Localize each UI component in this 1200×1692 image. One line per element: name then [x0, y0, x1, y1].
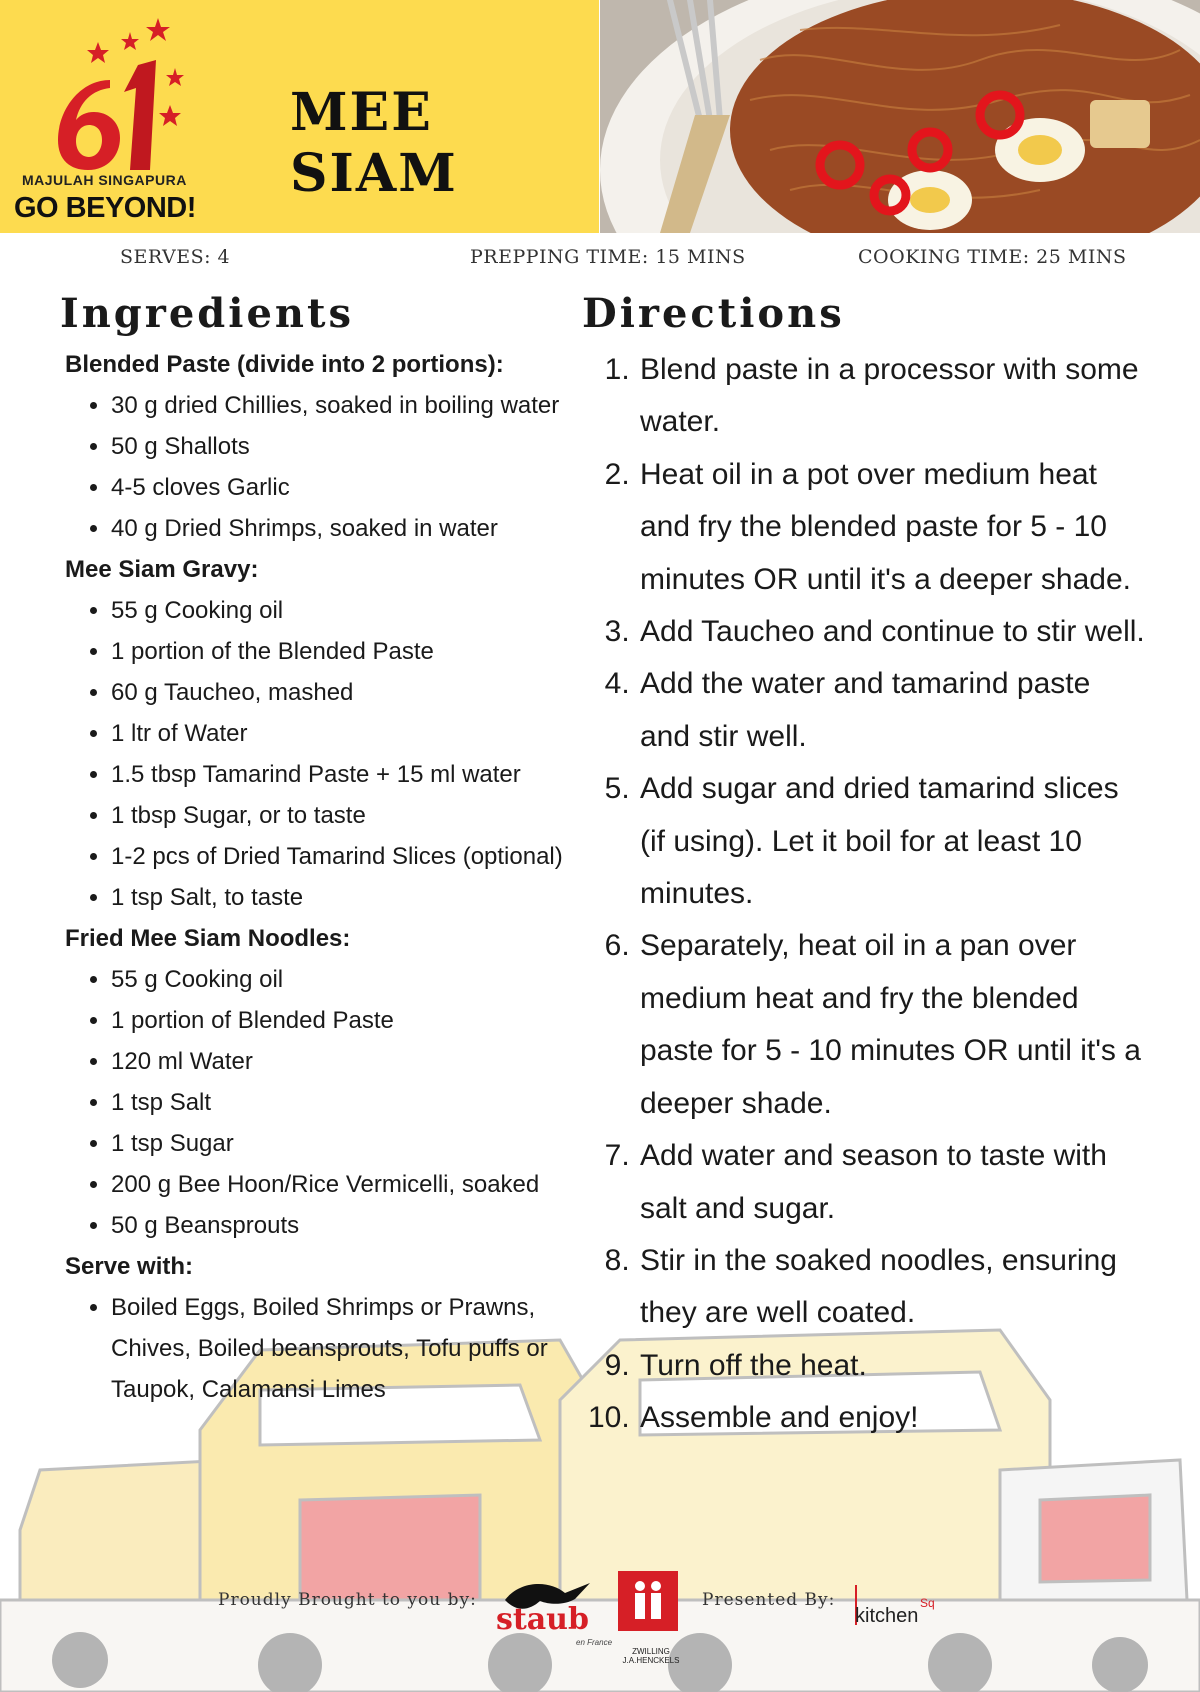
list-item: • 30 g dried Chillies, soaked in boiling water	[111, 385, 585, 426]
list-item: • 50 g Beansprouts	[111, 1205, 585, 1246]
zwilling-name: ZWILLING J.A.HENCKELS	[622, 1647, 680, 1665]
list-item: • 55 g Cooking oil	[111, 590, 585, 631]
brought-by-label: Proudly Brought to you by:	[218, 1590, 477, 1610]
direction-step: 5. Add sugar and dried tamarind slices (if using). Let it boil for at least 10 minutes.	[638, 763, 1148, 920]
direction-step: 3. Add Taucheo and continue to stir well.	[638, 606, 1148, 658]
kitchen-sq-superscript: Sq	[920, 1596, 935, 1610]
direction-step: 2. Heat oil in a pot over medium heat and fry the blended paste for 5 - 10 minutes OR until it's a deeper shade.	[638, 449, 1148, 606]
staub-subtitle: en France	[576, 1638, 613, 1647]
list-item: • 1 tsp Salt	[111, 1082, 585, 1123]
direction-step: 8. Stir in the soaked noodles, ensuring they are well coated.	[638, 1235, 1148, 1340]
title-banner	[0, 0, 599, 233]
gravy-items	[65, 590, 585, 918]
list-item: • 40 g Dried Shrimps, soaked in water	[111, 508, 585, 549]
header	[0, 0, 1200, 233]
section-title-fried-noodles: Fried Mee Siam Noodles:	[65, 925, 351, 952]
direction-step: 7. Add water and season to taste with salt and sugar.	[638, 1130, 1148, 1235]
list-item: • 1-2 pcs of Dried Tamarind Slices (optional)	[111, 836, 585, 877]
prep-time-info: PREPPING TIME: 15 MINS	[470, 246, 746, 268]
list-item: • 120 ml Water	[111, 1041, 585, 1082]
list-item: • Boiled Eggs, Boiled Shrimps or Prawns, Chives, Boiled beansprouts, Tofu puffs or Taupok, Calamansi Limes	[111, 1287, 585, 1410]
section-title-gravy: Mee Siam Gravy:	[65, 556, 259, 583]
blended-paste-items	[65, 385, 585, 549]
list-item: • 1 tsp Salt, to taste	[111, 877, 585, 918]
list-item: • 1 portion of the Blended Paste	[111, 631, 585, 672]
serve-with-items	[65, 1287, 585, 1410]
list-item: • 1 tsp Sugar	[111, 1123, 585, 1164]
list-item: • 1 tbsp Sugar, or to taste	[111, 795, 585, 836]
section-title-serve-with: Serve with:	[65, 1253, 194, 1280]
recipe-title: MEE SIAM	[290, 82, 458, 204]
mee-siam-dish-photo	[600, 0, 1200, 233]
kitchen-sq-logo: kitchen	[855, 1605, 919, 1627]
fried-noodles-items	[65, 959, 585, 1246]
staub-logo: staub	[496, 1602, 589, 1637]
direction-step: 6. Separately, heat oil in a pan over medium heat and fry the blended paste for 5 - 10 minutes OR until it's a deeper shade.	[638, 920, 1148, 1130]
list-item: • 1 ltr of Water	[111, 713, 585, 754]
ingredients-heading: Ingredients	[60, 290, 354, 337]
presented-by-label: Presented By:	[702, 1590, 836, 1610]
logo-slogan: GO BEYOND!	[14, 192, 196, 224]
list-item: • 1 portion of Blended Paste	[111, 1000, 585, 1041]
serves-info: SERVES: 4	[120, 246, 231, 268]
directions-heading: Directions	[582, 290, 845, 337]
zwilling-logo	[618, 1571, 678, 1631]
direction-step: 9. Turn off the heat.	[638, 1340, 1148, 1392]
section-title-blended-paste: Blended Paste (divide into 2 portions):	[65, 351, 504, 378]
direction-step: 10. Assemble and enjoy!	[638, 1392, 1148, 1444]
list-item: • 200 g Bee Hoon/Rice Vermicelli, soaked	[111, 1164, 585, 1205]
list-item: • 55 g Cooking oil	[111, 959, 585, 1000]
logo-tagline: MAJULAH SINGAPURA	[22, 172, 187, 188]
direction-step: 4. Add the water and tamarind paste and stir well.	[638, 658, 1148, 763]
direction-step: 1. Blend paste in a processor with some water.	[638, 344, 1148, 449]
list-item: • 50 g Shallots	[111, 426, 585, 467]
list-item: • 60 g Taucheo, mashed	[111, 672, 585, 713]
ingredients-list	[65, 344, 585, 1410]
twin-figures-icon	[618, 1571, 678, 1631]
list-item: • 1.5 tbsp Tamarind Paste + 15 ml water	[111, 754, 585, 795]
cook-time-info: COOKING TIME: 25 MINS	[858, 246, 1127, 268]
directions-list	[588, 344, 1148, 1445]
list-item: • 4-5 cloves Garlic	[111, 467, 585, 508]
